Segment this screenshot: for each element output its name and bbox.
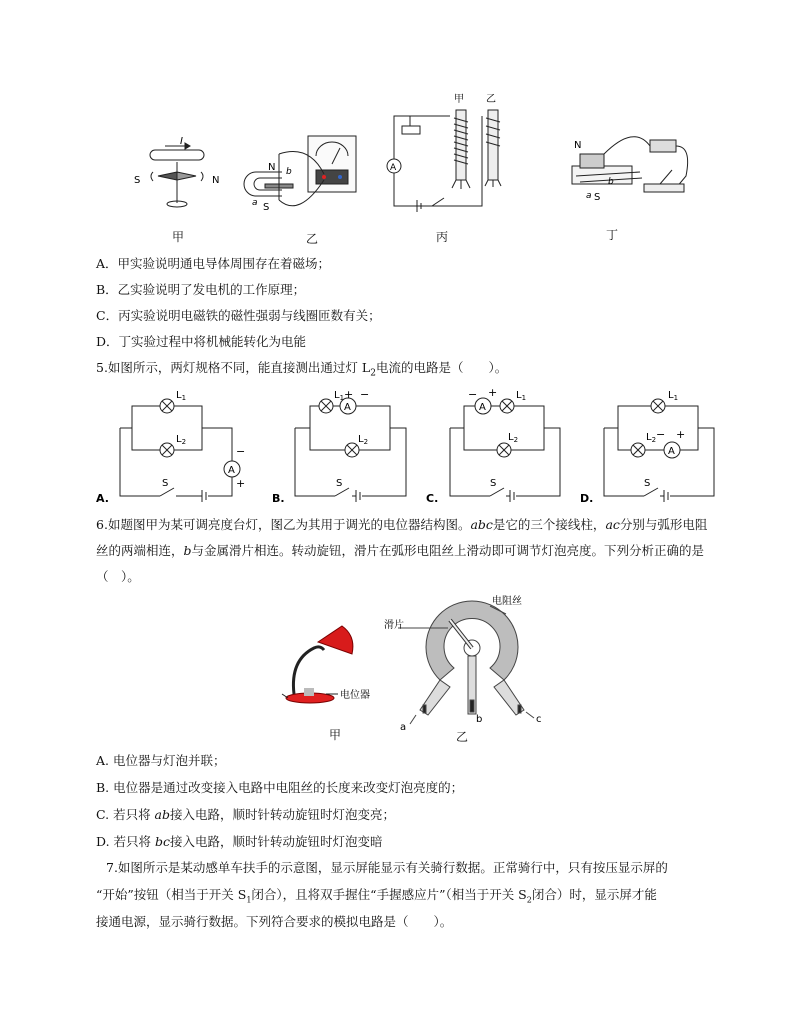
option-label-c: C. bbox=[426, 492, 439, 505]
slider-label: 滑片 bbox=[384, 620, 404, 631]
d-plus: + bbox=[676, 428, 686, 441]
q6-caption-yi: 乙 bbox=[455, 730, 468, 744]
potentiometer-diagram bbox=[398, 601, 534, 724]
ding-a-label: a bbox=[586, 191, 592, 201]
caption-bing: 丙 bbox=[435, 230, 448, 244]
q7-line-3: 接通电源，显示骑行数据。下列符合要求的模拟电路是（ ）。 bbox=[96, 914, 453, 929]
potentiometer-label: 电位器 bbox=[340, 690, 370, 701]
q7-l2a: “开始”按钮（相当于开关 S bbox=[96, 887, 247, 902]
a-minus: − bbox=[236, 445, 246, 458]
option-label-b: B. bbox=[272, 492, 285, 505]
circuit-d bbox=[604, 399, 714, 502]
north-label: N bbox=[212, 175, 220, 186]
q6-text-3: 正确的是（ ）。 bbox=[96, 543, 705, 584]
q4-figures bbox=[120, 88, 700, 248]
q5-stem-pre: 5.如图所示，两灯规格不同，能直接测出通过灯 L bbox=[96, 360, 371, 375]
electromagnet-yi-label: 乙 bbox=[486, 94, 496, 105]
caption-ding: 丁 bbox=[605, 228, 618, 242]
b-l1-label: $L_1$ bbox=[334, 390, 345, 402]
q5-circuits bbox=[90, 380, 730, 508]
q5-stem-sub: 2 bbox=[370, 368, 376, 379]
q7-l2c: 闭合）时，显示屏才能 bbox=[531, 887, 657, 902]
a-l2-label: $L_2$ bbox=[176, 434, 187, 446]
circuit-b bbox=[295, 398, 406, 502]
caption-yi: 乙 bbox=[305, 232, 318, 246]
q6-number: 6. bbox=[96, 517, 108, 532]
circuit-a bbox=[120, 399, 240, 502]
south-label: S bbox=[134, 175, 141, 186]
q6-option-a: A. 电位器与灯泡并联； bbox=[96, 753, 226, 768]
b-l2-label: $L_2$ bbox=[358, 434, 369, 446]
fig-jia-wire-compass bbox=[150, 143, 204, 207]
c-plus: + bbox=[488, 386, 498, 399]
q6-text-1c: 分别与弧 bbox=[619, 517, 670, 532]
magnet-south-label: S bbox=[263, 202, 270, 213]
ding-south-label: S bbox=[594, 192, 601, 203]
a-plus: + bbox=[236, 477, 246, 490]
option-label-a: A. bbox=[96, 492, 109, 505]
terminal-c-label: c bbox=[536, 714, 542, 725]
q6-option-d: D. 若只将 bc接入电路，顺时针转动旋钮时灯泡变暗 bbox=[96, 834, 383, 849]
q4-option-a: A．甲实验说明通电导体周围存在着磁场； bbox=[96, 256, 331, 271]
circuit-c bbox=[450, 398, 560, 502]
a-l1-label: $L_1$ bbox=[176, 390, 187, 402]
c-minus: − bbox=[468, 388, 478, 401]
resistance-wire-label: 电阻丝 bbox=[492, 596, 522, 607]
q6-text-2b: 与金属滑片相连。转动旋钮，滑片在弧形电阻丝上滑动即可调节灯泡亮度。下列分析 bbox=[191, 543, 655, 558]
q6-text-1b: 是它的三个接线柱， bbox=[492, 517, 606, 532]
q6-option-b: B. 电位器是通过改变接入电路中电阻丝的长度来改变灯泡亮度的； bbox=[96, 780, 464, 795]
q4-option-c: C．丙实验说明电磁铁的磁性强弱与线圈匝数有关； bbox=[96, 308, 381, 323]
d-switch: S bbox=[644, 478, 651, 489]
magnet-north-label: N bbox=[268, 162, 276, 173]
ammeter-symbol: A bbox=[390, 163, 397, 173]
current-label: I bbox=[180, 136, 183, 147]
q5-stem-post: 电流的电路是（ ）。 bbox=[375, 360, 508, 375]
d-l2-label: $L_2$ bbox=[646, 432, 657, 444]
electromagnet-jia-label: 甲 bbox=[454, 94, 464, 105]
fig-bing-electromagnets bbox=[387, 110, 501, 212]
q7-line-2 bbox=[96, 886, 657, 910]
b-plus: + bbox=[344, 388, 354, 401]
d-minus: − bbox=[656, 428, 666, 441]
wire-end-a-label: a bbox=[252, 198, 258, 208]
d-l1-label: $L_1$ bbox=[668, 390, 679, 402]
b-ammeter: A bbox=[344, 402, 351, 413]
caption-jia: 甲 bbox=[171, 230, 184, 244]
q7-l2b: 闭合），且将双手握住“手握感应片”（相当于开关 S bbox=[251, 887, 527, 902]
q6-abc: abc bbox=[470, 517, 493, 532]
q5-stem bbox=[96, 359, 507, 383]
q6-figure bbox=[280, 590, 560, 740]
c-l2-label: $L_2$ bbox=[508, 432, 519, 444]
q6-text-2a: 形电阻丝的两端相连， bbox=[96, 517, 708, 558]
q4-option-b: B．乙实验说明了发电机的工作原理； bbox=[96, 282, 306, 297]
ding-north-label: N bbox=[574, 140, 582, 151]
q6-text-1a: 如题图甲为某可调亮度台灯，图乙为其用于调光的电位器结构图。 bbox=[107, 517, 471, 532]
wire-end-b-label: b bbox=[286, 167, 292, 177]
terminal-a-label: a bbox=[400, 722, 407, 733]
d-ammeter: A bbox=[668, 446, 675, 457]
q6-ac: ac bbox=[605, 517, 620, 532]
c-switch: S bbox=[490, 478, 497, 489]
b-minus: − bbox=[360, 388, 370, 401]
q7-s2: 2 bbox=[526, 895, 532, 905]
terminal-b-label: b bbox=[476, 714, 483, 725]
q4-option-d: D．丁实验过程中将机械能转化为电能 bbox=[96, 334, 307, 349]
c-l1-label: $L_1$ bbox=[516, 390, 527, 402]
b-switch: S bbox=[336, 478, 343, 489]
fig-ding-motor bbox=[572, 137, 688, 192]
q7-line-1: 7.如图所示是某动感单车扶手的示意图，显示屏能显示有关骑行数据。正常骑行中，只有按压显示屏的 bbox=[106, 860, 668, 875]
fig-yi-generator bbox=[244, 136, 356, 206]
q7-s1: 1 bbox=[246, 895, 252, 905]
ding-b-label: b bbox=[608, 177, 614, 187]
a-ammeter: A bbox=[228, 465, 235, 476]
option-label-d: D. bbox=[580, 492, 594, 505]
q6-option-c: C. 若只将 ab接入电路，顺时针转动旋钮时灯泡变亮； bbox=[96, 807, 396, 822]
q6-caption-jia: 甲 bbox=[328, 728, 341, 742]
q6-stem bbox=[96, 512, 708, 590]
a-switch: S bbox=[162, 478, 169, 489]
c-ammeter: A bbox=[479, 402, 486, 413]
q6-b: b bbox=[183, 543, 192, 558]
